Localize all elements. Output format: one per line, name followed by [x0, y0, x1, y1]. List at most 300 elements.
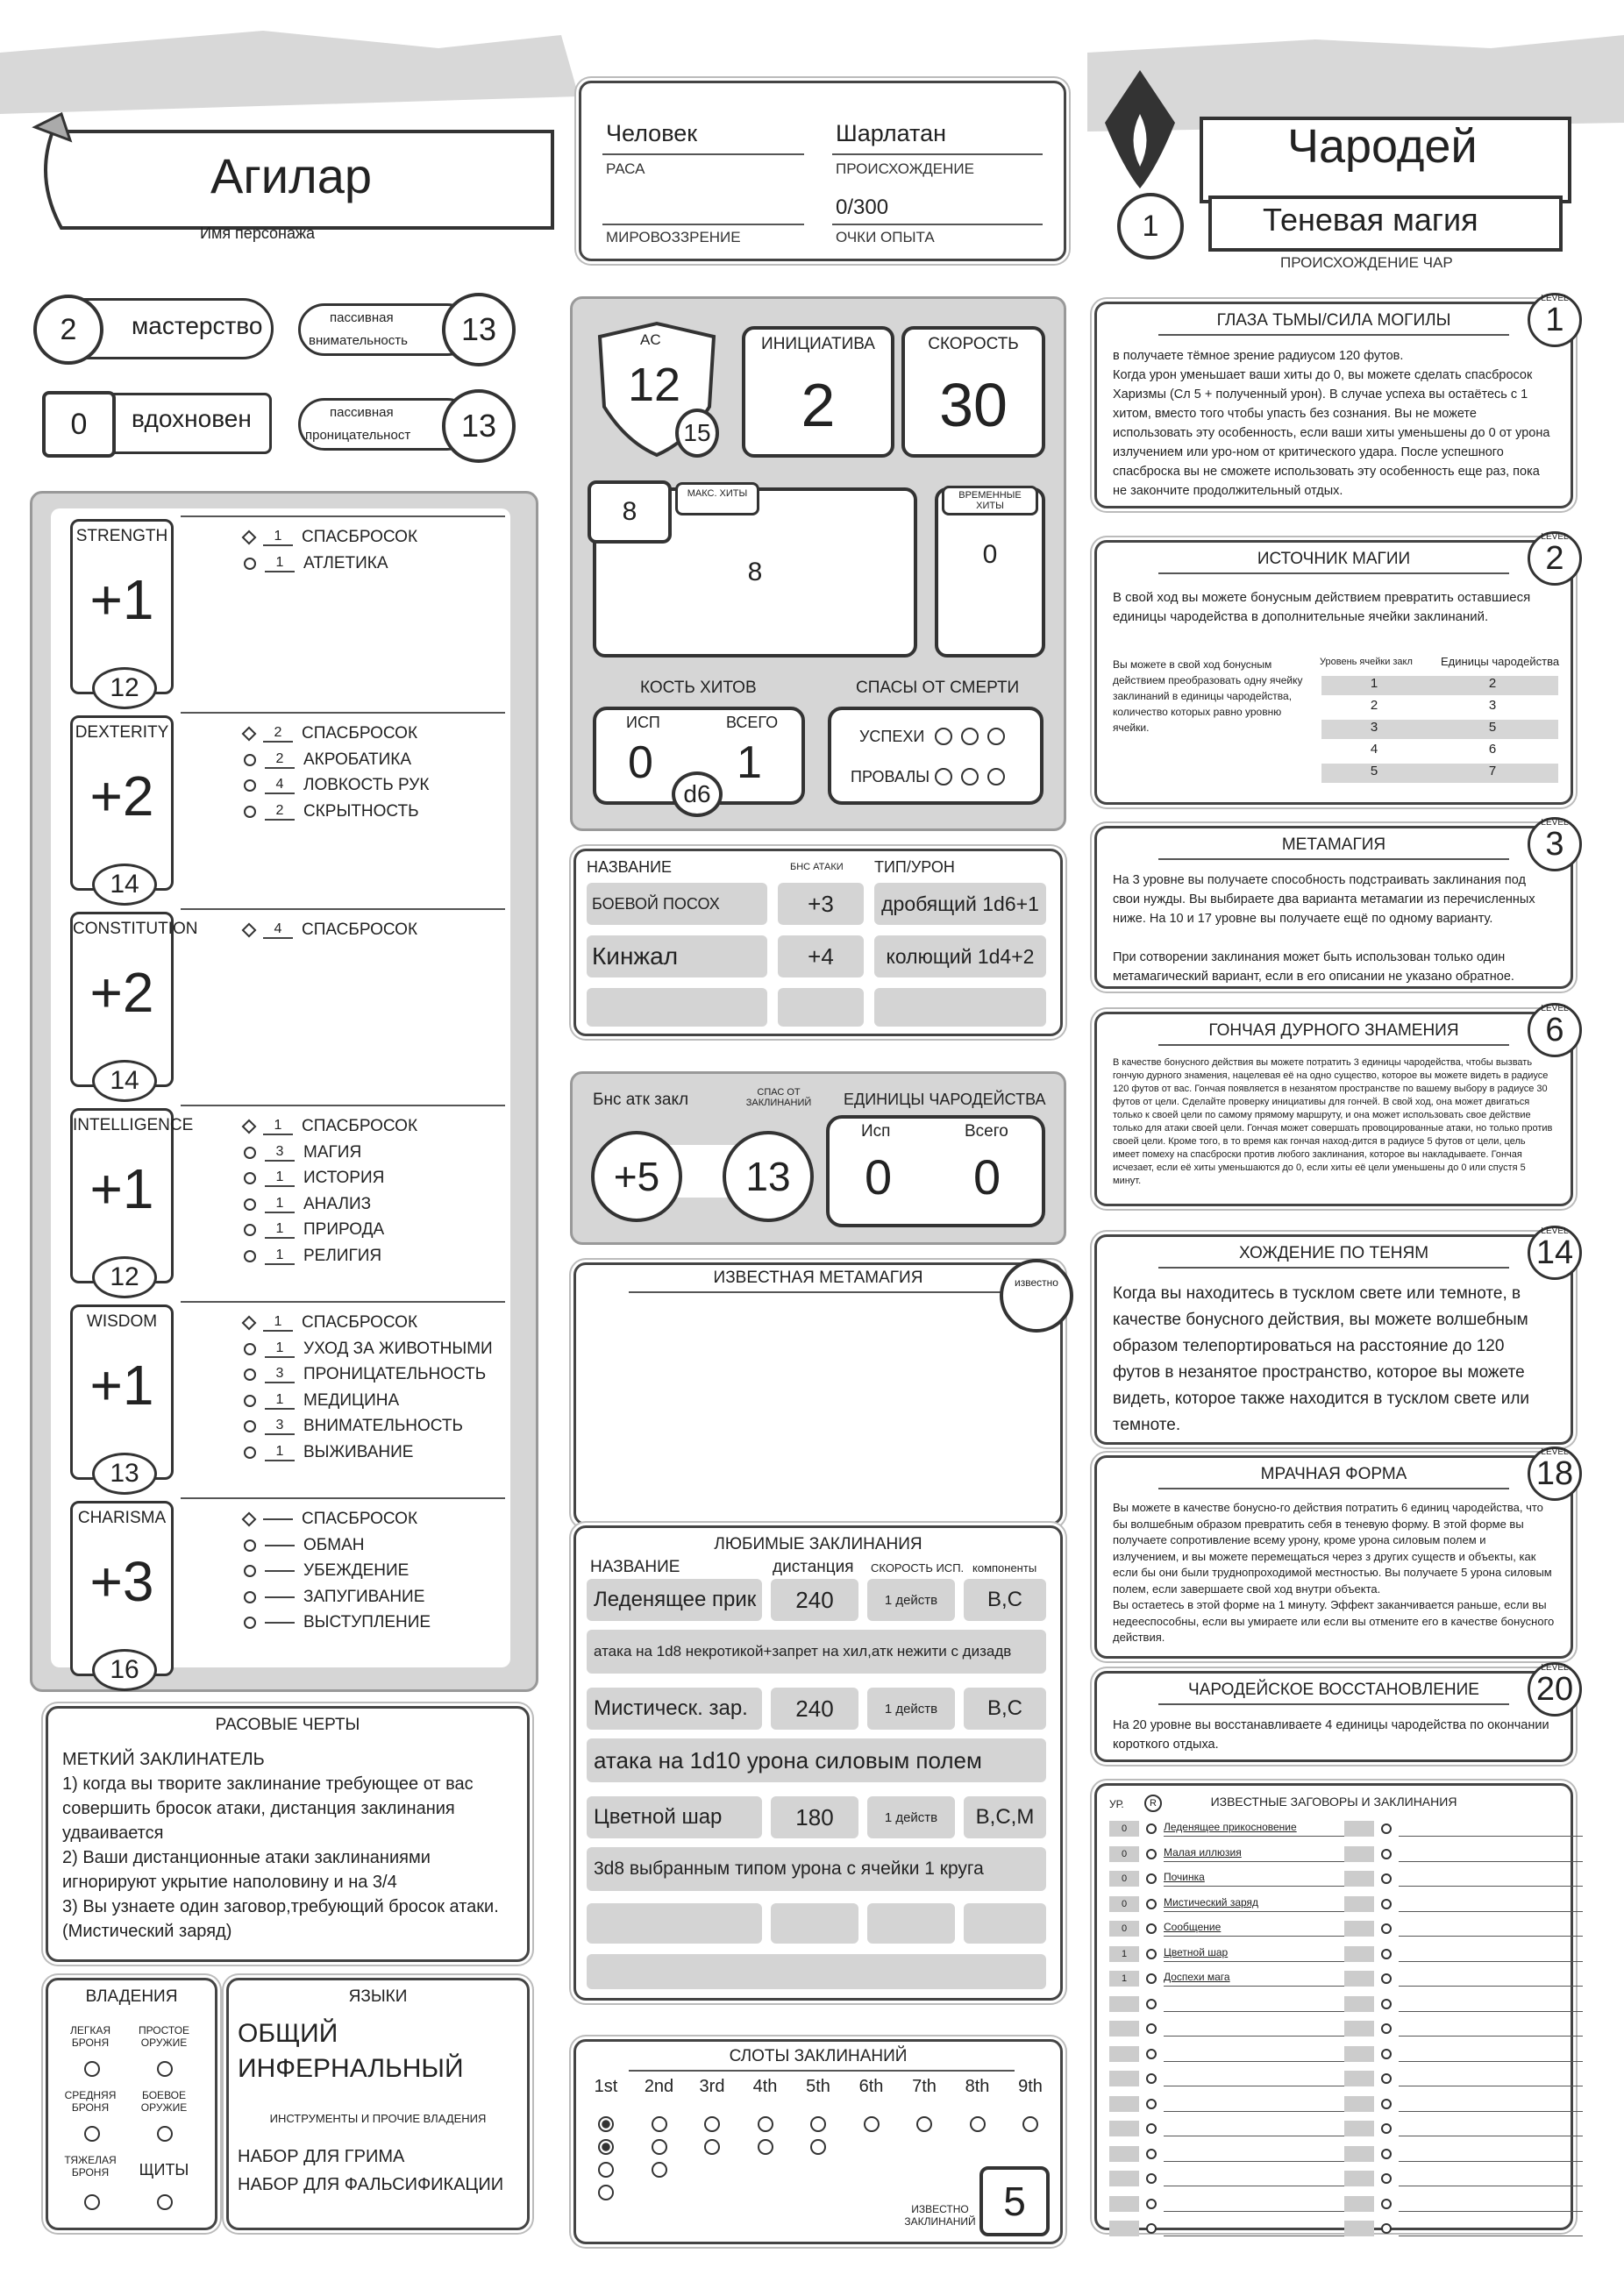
ability-score[interactable]: 14: [92, 864, 157, 906]
favorite-empty-desc[interactable]: [587, 1954, 1046, 1989]
skill-proficiency-marker[interactable]: [244, 1224, 256, 1236]
death-success-check[interactable]: [961, 728, 979, 745]
known-spell-name[interactable]: [1164, 2071, 1348, 2086]
known-spell-name[interactable]: [1164, 2096, 1348, 2112]
skill-row[interactable]: [244, 724, 417, 743]
skill-row[interactable]: [244, 1143, 361, 1162]
skill-bonus[interactable]: [263, 1518, 293, 1520]
known-spell-prepared[interactable]: [1146, 2123, 1157, 2134]
known-spell-level[interactable]: [1344, 1821, 1374, 1837]
known-spell-prepared[interactable]: [1381, 1849, 1392, 1859]
skill-bonus[interactable]: 1: [265, 1169, 295, 1187]
skill-row[interactable]: [244, 1195, 371, 1214]
passive-insight-value[interactable]: 13: [442, 389, 516, 463]
known-spell-level[interactable]: 1: [1109, 1971, 1139, 1987]
save-proficiency-marker[interactable]: [242, 530, 257, 545]
known-spell-level[interactable]: [1109, 2021, 1139, 2037]
known-spell-prepared[interactable]: [1146, 1999, 1157, 2009]
skill-proficiency-marker[interactable]: [244, 1539, 256, 1552]
known-spell-row[interactable]: [1344, 1971, 1583, 1987]
known-spell-name[interactable]: Цветной шар: [1164, 1946, 1348, 1962]
known-spell-level[interactable]: 1: [1109, 1946, 1139, 1962]
known-spell-name[interactable]: [1164, 2196, 1348, 2212]
known-spell-name[interactable]: [1164, 2046, 1348, 2062]
known-spell-row[interactable]: [1344, 2021, 1583, 2037]
known-spell-name[interactable]: [1399, 1996, 1583, 2012]
known-spell-level[interactable]: [1109, 1996, 1139, 2012]
favorite-spell-name[interactable]: Леденящее прик: [587, 1579, 762, 1621]
save-proficiency-marker[interactable]: [242, 1512, 257, 1527]
simple-weapons-check[interactable]: [157, 2061, 173, 2077]
known-spell-row[interactable]: [1344, 2171, 1583, 2186]
known-spell-name[interactable]: [1399, 2071, 1583, 2086]
favorite-spell-dist[interactable]: 180: [771, 1796, 858, 1838]
skill-bonus[interactable]: [265, 1570, 295, 1572]
known-spell-name[interactable]: [1399, 2171, 1583, 2186]
attack-damage[interactable]: колющий 1d4+2: [874, 935, 1046, 977]
known-spell-row[interactable]: [1109, 2121, 1348, 2136]
save-proficiency-marker[interactable]: [242, 1120, 257, 1134]
known-spell-level[interactable]: [1109, 2171, 1139, 2186]
skill-bonus[interactable]: 1: [263, 1118, 293, 1135]
proficiency-value[interactable]: 2: [33, 295, 103, 365]
known-spell-row[interactable]: [1344, 2121, 1583, 2136]
skill-row[interactable]: [244, 1443, 413, 1462]
skill-bonus[interactable]: 1: [265, 1248, 295, 1265]
known-spell-level[interactable]: [1344, 1946, 1374, 1962]
known-spell-row[interactable]: [1109, 2146, 1348, 2162]
known-spell-row[interactable]: [1109, 2221, 1348, 2236]
known-spell-name[interactable]: [1399, 2021, 1583, 2037]
sorcery-total[interactable]: 0: [973, 1149, 1001, 1205]
skill-row[interactable]: [244, 802, 419, 821]
spell-slot-check[interactable]: [598, 2139, 614, 2155]
spell-slot-check[interactable]: [704, 2116, 720, 2132]
known-spell-row[interactable]: [1344, 1921, 1583, 1937]
skill-row[interactable]: [244, 1117, 417, 1136]
death-success-check[interactable]: [935, 728, 952, 745]
skill-bonus[interactable]: 1: [265, 555, 295, 572]
tool-1[interactable]: НАБОР ДЛЯ ГРИМА: [238, 2147, 405, 2166]
favorite-spell-desc[interactable]: атака на 1d8 некротикой+запрет на хил,атк нежити с дизадв: [587, 1630, 1046, 1674]
known-spell-name[interactable]: [1399, 2196, 1583, 2212]
known-spell-prepared[interactable]: [1146, 2223, 1157, 2234]
known-spell-name[interactable]: Доспехи мага: [1164, 1971, 1348, 1987]
known-spell-level[interactable]: [1344, 1996, 1374, 2012]
known-spell-prepared[interactable]: [1381, 1899, 1392, 1909]
known-spell-row[interactable]: [1109, 1871, 1348, 1887]
attack-name[interactable]: БОЕВОЙ ПОСОХ: [587, 883, 767, 925]
skill-bonus[interactable]: 4: [263, 921, 293, 939]
known-spell-row[interactable]: [1109, 1896, 1348, 1912]
save-proficiency-marker[interactable]: [242, 923, 257, 938]
known-spell-prepared[interactable]: [1381, 2023, 1392, 2034]
known-spell-prepared[interactable]: [1146, 2173, 1157, 2184]
hit-dice-total[interactable]: 1: [737, 737, 762, 788]
known-spell-name[interactable]: [1399, 2096, 1583, 2112]
known-spell-row[interactable]: [1109, 1996, 1348, 2012]
known-spell-row[interactable]: [1344, 1996, 1583, 2012]
known-spell-prepared[interactable]: [1381, 2199, 1392, 2209]
ability-modifier[interactable]: +3: [89, 1550, 154, 1613]
favorite-empty-speed[interactable]: [867, 1903, 955, 1944]
skill-proficiency-marker[interactable]: [244, 1591, 256, 1603]
race-value[interactable]: Человек: [606, 120, 698, 146]
known-spell-row[interactable]: [1109, 2096, 1348, 2112]
known-spell-row[interactable]: [1109, 1921, 1348, 1937]
skill-proficiency-marker[interactable]: [244, 754, 256, 766]
known-spell-row[interactable]: [1109, 1971, 1348, 1987]
skill-row[interactable]: [244, 1391, 399, 1411]
known-spell-name[interactable]: [1399, 1896, 1583, 1912]
skill-bonus[interactable]: 1: [265, 1221, 295, 1239]
known-spell-prepared[interactable]: [1146, 2073, 1157, 2084]
skill-bonus[interactable]: 3: [265, 1366, 295, 1383]
skill-row[interactable]: [244, 1169, 384, 1188]
skill-bonus[interactable]: 1: [265, 1196, 295, 1213]
skill-bonus[interactable]: 3: [265, 1144, 295, 1162]
known-spell-level[interactable]: [1344, 1921, 1374, 1937]
class-name[interactable]: Чародей: [1287, 120, 1478, 173]
known-spell-row[interactable]: [1344, 2221, 1583, 2236]
attack-name[interactable]: Кинжал: [587, 935, 767, 977]
skill-proficiency-marker[interactable]: [244, 1447, 256, 1459]
known-spell-prepared[interactable]: [1381, 2223, 1392, 2234]
known-metamagic-count[interactable]: известно: [1000, 1259, 1073, 1333]
favorite-spell-speed[interactable]: 1 действ: [867, 1688, 955, 1730]
skill-row[interactable]: [244, 1340, 493, 1359]
skill-row[interactable]: [244, 1417, 463, 1436]
skill-proficiency-marker[interactable]: [244, 1343, 256, 1355]
known-spell-row[interactable]: [1344, 1846, 1583, 1862]
ability-modifier[interactable]: +1: [89, 568, 154, 631]
favorite-empty-name[interactable]: [587, 1903, 762, 1944]
skill-row[interactable]: [244, 528, 417, 547]
known-spell-prepared[interactable]: [1381, 1999, 1392, 2009]
known-spell-level[interactable]: 0: [1109, 1846, 1139, 1862]
known-spell-row[interactable]: [1344, 2071, 1583, 2086]
known-spell-prepared[interactable]: [1381, 2149, 1392, 2159]
known-spell-name[interactable]: [1399, 2121, 1583, 2136]
spell-slot-check[interactable]: [810, 2139, 826, 2155]
favorite-spell-speed[interactable]: 1 действ: [867, 1579, 955, 1621]
level-circle[interactable]: 1: [1117, 193, 1184, 259]
known-spell-level[interactable]: [1344, 2021, 1374, 2037]
known-spell-level[interactable]: 0: [1109, 1896, 1139, 1912]
skill-bonus[interactable]: 1: [265, 1444, 295, 1461]
death-fail-check[interactable]: [935, 768, 952, 785]
hit-dice-used[interactable]: 0: [628, 737, 653, 788]
attack-bonus-empty[interactable]: [778, 988, 864, 1027]
hit-die-type[interactable]: d6: [672, 771, 723, 817]
inspiration-value[interactable]: 0: [42, 391, 116, 458]
known-spell-level[interactable]: [1344, 2221, 1374, 2236]
known-spell-level[interactable]: [1344, 2046, 1374, 2062]
ability-score[interactable]: 12: [92, 667, 157, 709]
ability-score[interactable]: 14: [92, 1060, 157, 1102]
tool-2[interactable]: НАБОР ДЛЯ ФАЛЬСИФИКАЦИИ: [238, 2175, 504, 2194]
known-spell-name[interactable]: [1399, 1846, 1583, 1862]
ability-modifier[interactable]: +1: [89, 1157, 154, 1220]
passive-perception-value[interactable]: 13: [442, 293, 516, 366]
known-spell-row[interactable]: [1344, 2046, 1583, 2062]
skill-bonus[interactable]: [265, 1596, 295, 1598]
skill-bonus[interactable]: 1: [265, 1392, 295, 1410]
known-spell-prepared[interactable]: [1146, 2023, 1157, 2034]
death-fail-check[interactable]: [961, 768, 979, 785]
favorite-spell-comp[interactable]: В,С,М: [964, 1796, 1046, 1838]
known-spell-name[interactable]: [1164, 2021, 1348, 2037]
known-spell-row[interactable]: [1109, 2021, 1348, 2037]
known-spell-name[interactable]: [1164, 1996, 1348, 2012]
skill-proficiency-marker[interactable]: [244, 1420, 256, 1432]
martial-weapons-check[interactable]: [157, 2126, 173, 2142]
save-proficiency-marker[interactable]: [242, 1316, 257, 1331]
known-spell-level[interactable]: 0: [1109, 1871, 1139, 1887]
skill-bonus[interactable]: [265, 1545, 295, 1546]
spell-slot-check[interactable]: [758, 2139, 773, 2155]
skill-row[interactable]: [244, 1561, 409, 1581]
skill-proficiency-marker[interactable]: [244, 1250, 256, 1262]
favorite-spell-speed[interactable]: 1 действ: [867, 1796, 955, 1838]
skill-bonus[interactable]: 2: [263, 725, 293, 743]
known-spell-prepared[interactable]: [1146, 2149, 1157, 2159]
skill-proficiency-marker[interactable]: [244, 1172, 256, 1184]
known-spell-level[interactable]: [1109, 2046, 1139, 2062]
known-spell-level[interactable]: 0: [1109, 1821, 1139, 1837]
character-name[interactable]: Агилар: [210, 148, 373, 203]
known-spell-prepared[interactable]: [1146, 1973, 1157, 1984]
ability-score[interactable]: 13: [92, 1453, 157, 1495]
skill-bonus[interactable]: 4: [265, 777, 295, 794]
known-spell-level[interactable]: [1344, 2196, 1374, 2212]
known-spell-name[interactable]: [1399, 1946, 1583, 1962]
known-spell-level[interactable]: 0: [1109, 1921, 1139, 1937]
known-spell-prepared[interactable]: [1381, 1923, 1392, 1934]
ac-shield-value[interactable]: 15: [675, 409, 719, 458]
favorite-spell-comp[interactable]: В,С: [964, 1688, 1046, 1730]
known-spell-row[interactable]: [1344, 2196, 1583, 2212]
known-spell-row[interactable]: [1109, 1946, 1348, 1962]
skill-row[interactable]: [244, 1365, 486, 1384]
initiative-value[interactable]: 2: [801, 371, 836, 439]
skill-row[interactable]: [244, 1247, 381, 1266]
speed-value[interactable]: 30: [939, 371, 1008, 439]
known-spells-count[interactable]: 5: [979, 2166, 1050, 2236]
ability-score[interactable]: 16: [92, 1649, 157, 1691]
origin-value[interactable]: Теневая магия: [1263, 202, 1478, 238]
spell-slot-check[interactable]: [598, 2116, 614, 2132]
known-spell-level[interactable]: [1344, 2146, 1374, 2162]
known-spell-prepared[interactable]: [1381, 2073, 1392, 2084]
spell-slot-check[interactable]: [1022, 2116, 1038, 2132]
known-spell-prepared[interactable]: [1381, 2049, 1392, 2059]
skill-proficiency-marker[interactable]: [244, 558, 256, 570]
known-spell-level[interactable]: [1344, 1971, 1374, 1987]
known-spell-row[interactable]: [1109, 1821, 1348, 1837]
favorite-spell-name[interactable]: Мистическ. зар.: [587, 1688, 762, 1730]
attack-damage-empty[interactable]: [874, 988, 1046, 1027]
skill-proficiency-marker[interactable]: [244, 1617, 256, 1629]
attack-bonus[interactable]: +4: [778, 935, 864, 977]
known-spell-name[interactable]: Мистический заряд: [1164, 1896, 1348, 1912]
skill-bonus[interactable]: 1: [263, 1314, 293, 1332]
known-spell-level[interactable]: [1344, 2096, 1374, 2112]
spell-slot-check[interactable]: [598, 2185, 614, 2200]
language-1[interactable]: ОБЩИЙ: [238, 2019, 338, 2048]
known-spell-prepared[interactable]: [1146, 2099, 1157, 2109]
attack-damage[interactable]: дробящий 1d6+1: [874, 883, 1046, 925]
favorite-spell-name[interactable]: Цветной шар: [587, 1796, 762, 1838]
spell-attack-value[interactable]: +5: [591, 1131, 682, 1222]
known-spell-row[interactable]: [1344, 1896, 1583, 1912]
known-spell-level[interactable]: [1109, 2146, 1139, 2162]
known-spell-row[interactable]: [1109, 2171, 1348, 2186]
skill-proficiency-marker[interactable]: [244, 1368, 256, 1381]
skill-row[interactable]: [244, 1536, 364, 1555]
skill-proficiency-marker[interactable]: [244, 1565, 256, 1577]
xp-value[interactable]: 0/300: [836, 195, 889, 219]
known-spell-prepared[interactable]: [1381, 2099, 1392, 2109]
favorite-spell-desc[interactable]: 3d8 выбранным типом урона с ячейки 1 круга: [587, 1847, 1046, 1891]
known-spell-row[interactable]: [1109, 2046, 1348, 2062]
known-spell-prepared[interactable]: [1146, 1899, 1157, 1909]
death-success-check[interactable]: [987, 728, 1005, 745]
known-spell-prepared[interactable]: [1146, 2199, 1157, 2209]
light-armor-check[interactable]: [84, 2061, 100, 2077]
known-spell-row[interactable]: [1344, 2146, 1583, 2162]
spell-slot-check[interactable]: [864, 2116, 880, 2132]
known-spell-name[interactable]: [1399, 1821, 1583, 1837]
favorite-empty-comp[interactable]: [964, 1903, 1046, 1944]
known-spell-row[interactable]: [1109, 1846, 1348, 1862]
favorite-empty-dist[interactable]: [771, 1903, 858, 1944]
known-spell-name[interactable]: [1399, 2046, 1583, 2062]
known-spell-row[interactable]: [1344, 1946, 1583, 1962]
heavy-armor-check[interactable]: [84, 2194, 100, 2210]
known-spell-row[interactable]: [1344, 1821, 1583, 1837]
known-spell-level[interactable]: [1344, 2071, 1374, 2086]
known-spell-name[interactable]: [1399, 1921, 1583, 1937]
known-spell-prepared[interactable]: [1146, 2049, 1157, 2059]
ac-value[interactable]: 12: [628, 359, 681, 411]
known-spell-name[interactable]: [1164, 2221, 1348, 2236]
known-spell-level[interactable]: [1109, 2196, 1139, 2212]
known-spell-name[interactable]: [1164, 2146, 1348, 2162]
favorite-spell-comp[interactable]: В,С: [964, 1579, 1046, 1621]
max-hp-value[interactable]: 8: [588, 480, 672, 544]
known-spell-level[interactable]: [1109, 2096, 1139, 2112]
known-spell-prepared[interactable]: [1381, 1823, 1392, 1834]
spell-slot-check[interactable]: [916, 2116, 932, 2132]
known-spell-level[interactable]: [1109, 2071, 1139, 2086]
favorite-spell-dist[interactable]: 240: [771, 1579, 858, 1621]
attack-bonus[interactable]: +3: [778, 883, 864, 925]
skill-row[interactable]: [244, 1313, 417, 1333]
known-spell-level[interactable]: [1344, 1846, 1374, 1862]
spell-slot-check[interactable]: [758, 2116, 773, 2132]
skill-bonus[interactable]: 2: [265, 803, 295, 821]
skill-row[interactable]: [244, 921, 417, 940]
known-spell-prepared[interactable]: [1146, 1873, 1157, 1884]
medium-armor-check[interactable]: [84, 2126, 100, 2142]
known-spell-level[interactable]: [1344, 1896, 1374, 1912]
save-proficiency-marker[interactable]: [242, 727, 257, 742]
skill-bonus[interactable]: [265, 1622, 295, 1624]
known-spell-name[interactable]: [1399, 1971, 1583, 1987]
known-spell-level[interactable]: [1109, 2121, 1139, 2136]
known-spell-prepared[interactable]: [1146, 1849, 1157, 1859]
known-spell-level[interactable]: [1344, 1871, 1374, 1887]
known-spell-name[interactable]: [1399, 1871, 1583, 1887]
skill-bonus[interactable]: 1: [265, 1340, 295, 1358]
skill-proficiency-marker[interactable]: [244, 1395, 256, 1407]
skill-row[interactable]: [244, 1588, 424, 1607]
skill-bonus[interactable]: 2: [265, 751, 295, 769]
known-spell-prepared[interactable]: [1381, 1949, 1392, 1959]
known-spell-row[interactable]: [1344, 2096, 1583, 2112]
skill-row[interactable]: [244, 776, 429, 795]
spell-dc-value[interactable]: 13: [723, 1131, 814, 1222]
favorite-spell-desc[interactable]: атака на 1d10 урона силовым полем: [587, 1738, 1046, 1782]
death-fail-check[interactable]: [987, 768, 1005, 785]
known-spell-name[interactable]: Леденящее прикосновение: [1164, 1821, 1348, 1837]
favorite-spell-dist[interactable]: 240: [771, 1688, 858, 1730]
spell-slot-check[interactable]: [652, 2162, 667, 2178]
known-spell-name[interactable]: Починка: [1164, 1871, 1348, 1887]
sorcery-used[interactable]: 0: [865, 1149, 893, 1205]
spell-slot-check[interactable]: [704, 2139, 720, 2155]
known-spell-name[interactable]: [1164, 2171, 1348, 2186]
known-spell-row[interactable]: [1344, 1871, 1583, 1887]
known-spell-prepared[interactable]: [1146, 1949, 1157, 1959]
spell-slot-check[interactable]: [810, 2116, 826, 2132]
skill-bonus[interactable]: 1: [263, 529, 293, 546]
attack-name-empty[interactable]: [587, 988, 767, 1027]
known-spell-name[interactable]: [1399, 2146, 1583, 2162]
skill-row[interactable]: [244, 750, 411, 770]
current-hp-value[interactable]: 8: [747, 558, 763, 586]
ability-modifier[interactable]: +2: [89, 764, 154, 828]
skill-row[interactable]: [244, 1510, 417, 1529]
known-spell-level[interactable]: [1344, 2171, 1374, 2186]
skill-row[interactable]: [244, 1613, 431, 1632]
known-spell-prepared[interactable]: [1381, 1873, 1392, 1884]
known-spell-level[interactable]: [1344, 2121, 1374, 2136]
known-spell-prepared[interactable]: [1381, 1973, 1392, 1984]
known-spell-name[interactable]: Сообщение: [1164, 1921, 1348, 1937]
skill-proficiency-marker[interactable]: [244, 1147, 256, 1159]
skill-proficiency-marker[interactable]: [244, 779, 256, 792]
skill-bonus[interactable]: 3: [265, 1418, 295, 1435]
temp-hp-value[interactable]: 0: [982, 540, 998, 569]
language-2[interactable]: ИНФЕРНАЛЬНЫЙ: [238, 2054, 464, 2083]
known-spell-prepared[interactable]: [1381, 2173, 1392, 2184]
spell-slot-check[interactable]: [970, 2116, 986, 2132]
known-spell-row[interactable]: [1109, 2196, 1348, 2212]
known-spell-prepared[interactable]: [1146, 1823, 1157, 1834]
skill-row[interactable]: [244, 1220, 384, 1240]
shields-check[interactable]: [157, 2194, 173, 2210]
known-spell-name[interactable]: [1164, 2121, 1348, 2136]
known-spell-name[interactable]: Малая иллюзия: [1164, 1846, 1348, 1862]
skill-proficiency-marker[interactable]: [244, 1198, 256, 1211]
known-spell-prepared[interactable]: [1381, 2123, 1392, 2134]
skill-row[interactable]: [244, 554, 388, 573]
background-value[interactable]: Шарлатан: [836, 120, 947, 146]
known-spell-prepared[interactable]: [1146, 1923, 1157, 1934]
ability-modifier[interactable]: +2: [89, 961, 154, 1024]
